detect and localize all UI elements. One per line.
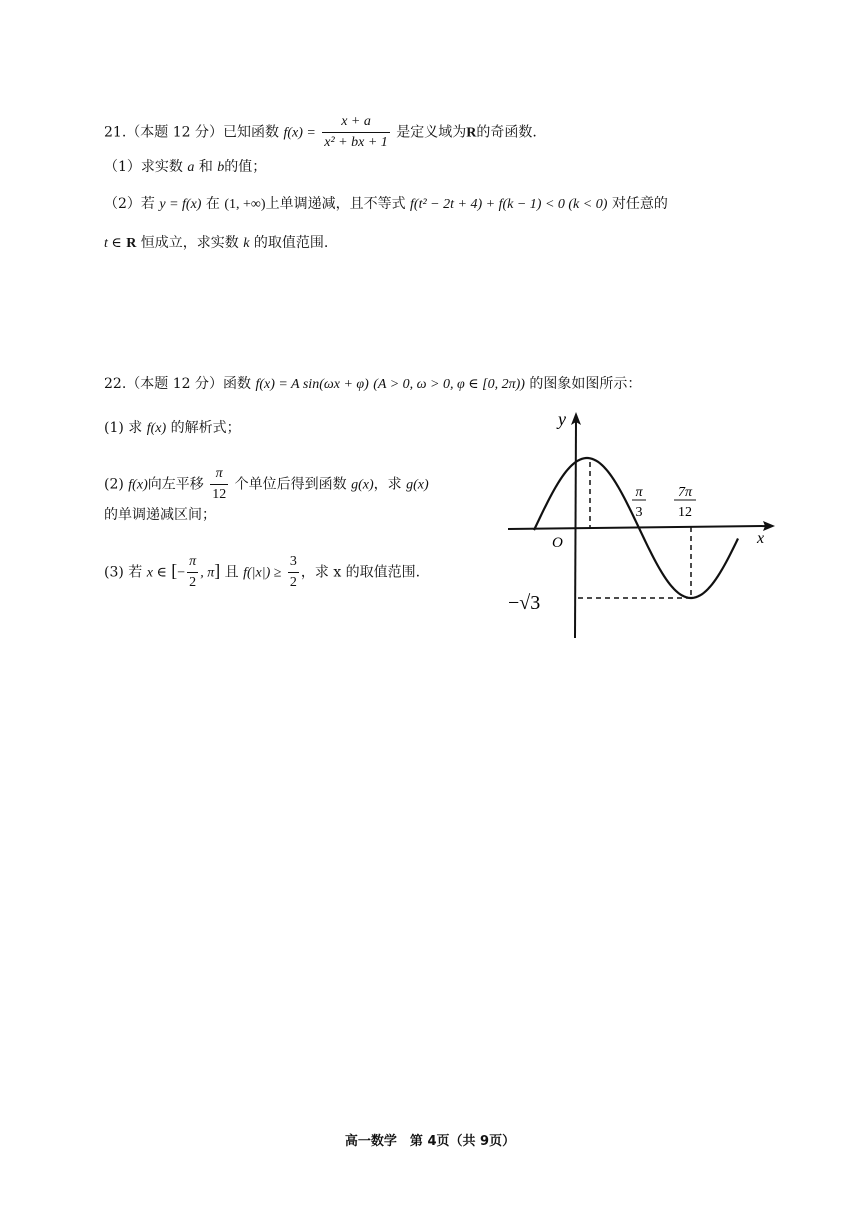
q22-line1 — [104, 374, 641, 395]
min-value-label: −√3 — [508, 592, 541, 614]
q22-p2-g: g(x) — [351, 477, 374, 493]
q22-cond: (A > 0, ω > 0, φ ∈ [0, 2π)) — [373, 377, 525, 392]
q22-part2-line2 — [104, 505, 216, 525]
q21-points: （本题 12 分） — [126, 124, 223, 141]
tick2-den: 12 — [678, 505, 692, 520]
tick1-den: 3 — [635, 505, 643, 520]
q21-text-c: 的奇函数. — [476, 124, 537, 141]
q22-number: 22. — [104, 376, 127, 392]
q22-p3-and: 且 — [224, 564, 239, 581]
q22-p2-text3: ，求 — [373, 476, 402, 493]
q21-part1-label: （1）求实数 — [104, 159, 183, 175]
q22-p3-right: , π — [200, 565, 215, 581]
q21-line1 — [104, 112, 537, 153]
q21-part2-ineq: f(t² − 2t + 4) + f(k − 1) < 0 (k < 0) — [410, 197, 608, 212]
q22-p3-end: ，求 x 的取值范围. — [300, 564, 421, 581]
q22-text-b: 的图象如图所示： — [529, 376, 642, 392]
q22-p2-line2: 的单调递减区间； — [104, 507, 216, 523]
q21-frac-den: x² + bx + 1 — [324, 135, 388, 150]
q22-part1 — [104, 418, 241, 439]
y-axis-label: y — [558, 409, 566, 429]
q21-part1-b: b — [217, 160, 225, 175]
q22-p2-text1: 向左平移 — [147, 476, 204, 493]
q22-p3-f: f(|x|) ≥ — [243, 565, 282, 581]
q22-p3-lbracket: [ — [171, 560, 178, 581]
q22-points: （本题 12 分） — [126, 376, 223, 392]
q21-part1-a: a — [187, 160, 195, 175]
q22-p3-label: (3) 若 — [104, 564, 143, 581]
q21-func-name: f(x) = — [283, 125, 316, 141]
q21-line2-end: 的取值范围. — [253, 235, 329, 251]
q21-text-a: 已知函数 — [222, 124, 279, 141]
q22-p3-left: − — [177, 565, 186, 581]
q22-p2-text2: 个单位后得到函数 — [234, 476, 347, 493]
tick2-num: 7π — [677, 485, 693, 500]
q21-part2-end: 对任意的 — [611, 196, 668, 212]
q21-text-b: 是定义域为 — [396, 124, 467, 141]
q22-p3-den: 2 — [189, 575, 197, 590]
q22-p3-num: π — [187, 552, 198, 573]
page-footer: 高一数学 第 4页（共 9页） — [344, 1134, 516, 1149]
q21-part2-expr1: y = f(x) — [159, 197, 202, 212]
q21-part2-interval: (1, +∞) — [224, 197, 266, 212]
q21-part1-end: 的值； — [224, 159, 267, 175]
q21-part2-in: 在 — [205, 196, 220, 212]
q21-part1 — [104, 157, 266, 178]
q22-p2-g2: g(x) — [406, 477, 429, 493]
q22-p3-num2: 3 — [288, 552, 299, 573]
q21-line2-t: t ∈ — [104, 236, 122, 251]
origin-label: O — [552, 535, 563, 551]
q22-p2-fraction — [210, 464, 228, 505]
q21-frac-num: x + a — [322, 112, 390, 133]
q22-part3 — [104, 552, 420, 593]
q22-p3-x: x ∈ — [146, 565, 167, 581]
q21-part2-start: （2）若 — [104, 196, 155, 212]
q21-fraction — [322, 112, 390, 153]
q21-line2-r: R — [126, 236, 137, 251]
q22-p3-fraction2 — [288, 552, 299, 593]
q22-p2-f: f(x) — [128, 477, 148, 493]
q22-p2-label: (2) — [104, 476, 124, 493]
tick1-num: π — [635, 485, 643, 500]
x-axis-label: x — [757, 530, 765, 547]
q22-func: f(x) = A sin(ωx + φ) — [255, 377, 369, 392]
q22-part2 — [104, 464, 429, 505]
q21-part2-line2 — [104, 233, 328, 254]
q21-line2-text: 恒成立，求实数 — [140, 235, 239, 251]
q22-p1-f: f(x) — [146, 421, 167, 436]
q21-line2-k: k — [243, 236, 250, 251]
q22-p2-den: 12 — [212, 487, 227, 502]
q22-p2-num: π — [210, 464, 228, 485]
q22-p3-den2: 2 — [289, 575, 297, 590]
q22-p1-end: 的解析式； — [170, 420, 241, 436]
q21-part2-mid: 上单调递减，且不等式 — [265, 196, 406, 212]
q21-number: 21. — [104, 124, 127, 141]
q21-set-r: R — [466, 125, 477, 141]
q22-p3-rbracket: ] — [214, 560, 221, 581]
y-axis — [575, 420, 576, 638]
q21-part2 — [104, 194, 668, 215]
q21-part1-and: 和 — [198, 159, 213, 175]
q22-p1-label: (1) 求 — [104, 420, 143, 436]
q22-p3-fraction — [187, 552, 198, 593]
q22-text-a: 函数 — [222, 376, 251, 392]
sine-graph — [500, 400, 790, 645]
